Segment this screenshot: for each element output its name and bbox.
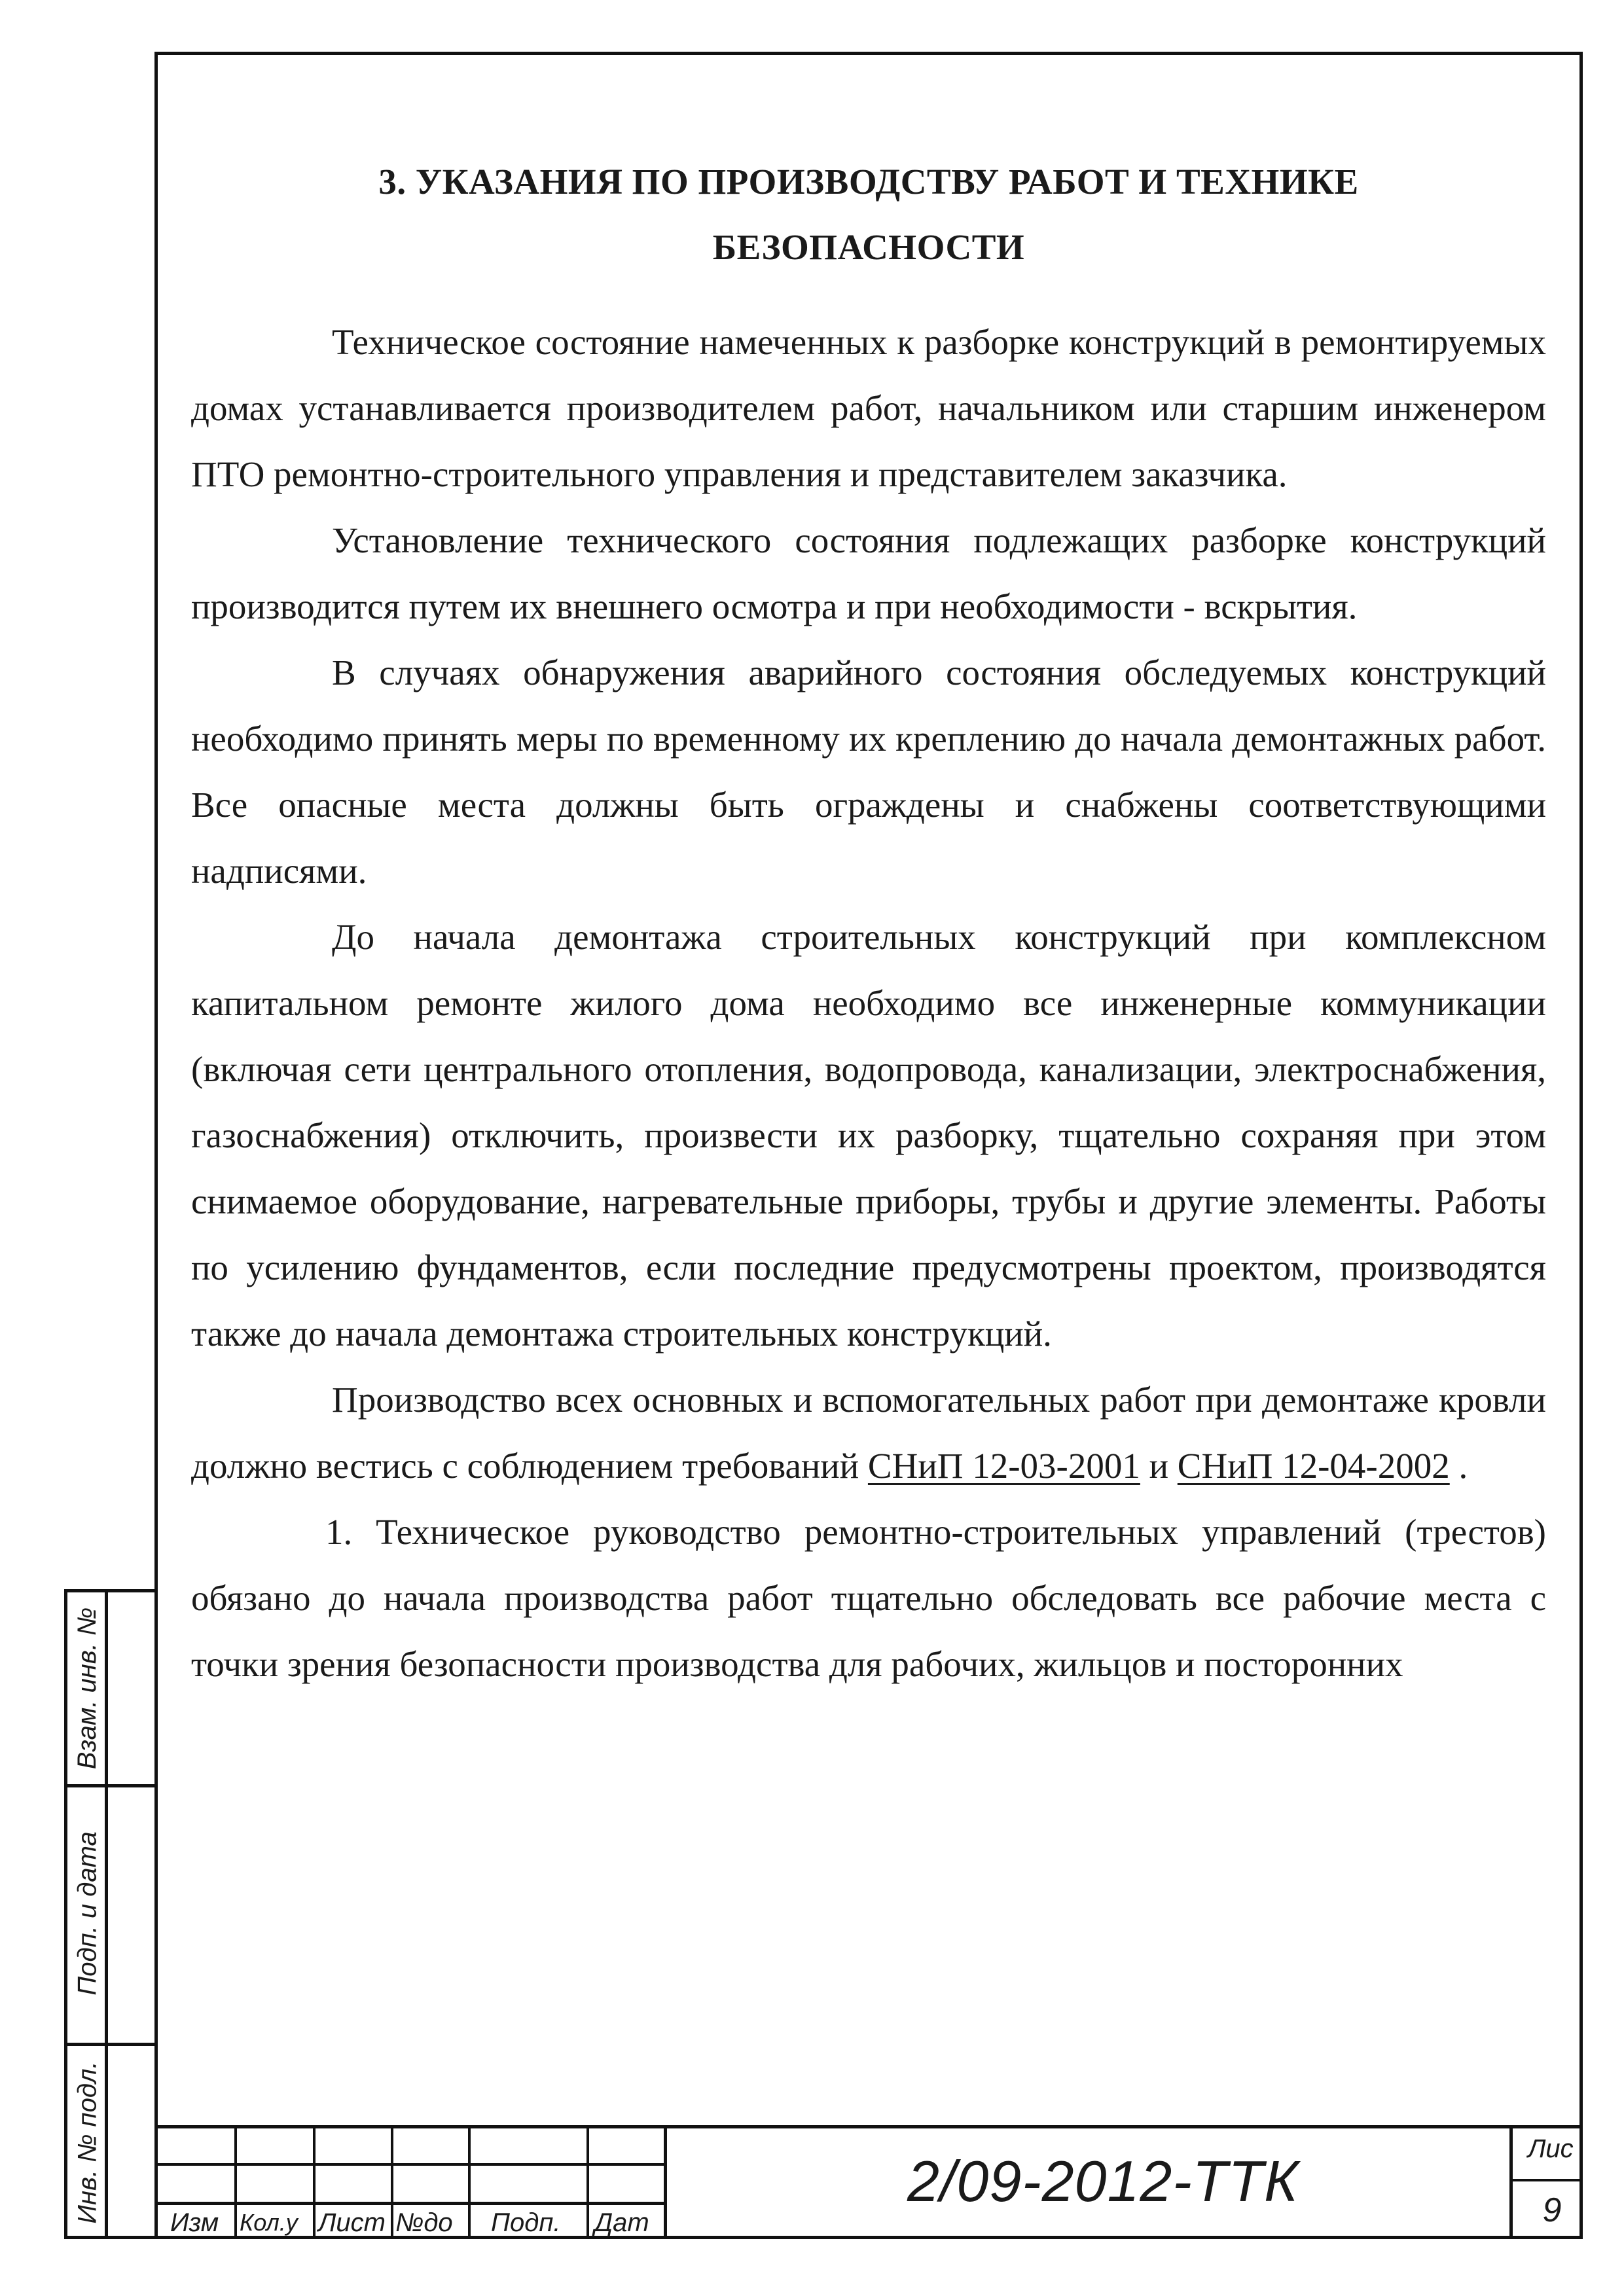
- label-podp: Подп.: [491, 2208, 561, 2237]
- revision-col-line: [313, 2125, 316, 2239]
- snip-12-04-2002-link[interactable]: СНиП 12-04-2002: [1177, 1446, 1450, 1486]
- binding-strip: [64, 1589, 154, 2239]
- snip-12-03-2001-link[interactable]: СНиП 12-03-2001: [867, 1446, 1140, 1486]
- paragraph-2: Установление технического состояния подлежащих разборке конструкций производится путем их внешнего осмотра и при необходимости - вскрытия.: [191, 520, 1546, 626]
- strip-label-signature-date: Подп. и дата: [73, 1831, 102, 1996]
- title-block: [154, 2125, 1583, 2239]
- revision-col-line: [586, 2125, 589, 2239]
- code-left-line: [664, 2125, 667, 2239]
- sheet-number: 9: [1542, 2191, 1562, 2229]
- section-heading: [154, 149, 1583, 280]
- label-kol: Кол.у: [240, 2209, 298, 2236]
- strip-cell-signature-date: [67, 1784, 108, 2043]
- paragraph-5: [191, 1367, 1546, 1499]
- title-block-top-border: [154, 2125, 1583, 2128]
- paragraph-6: 1. Техническое руководство ремонтно-строительных управлений (трестов) обязано до начала производства работ тщательно обследовать все рабочие места с точки зрения безопасности производства для рабочих, жильцов и посторонних: [191, 1512, 1546, 1684]
- paragraph-5-text-before: Производство всех основных и вспомогательных работ при демонтаже кровли должно вестись с соблюдением требований: [191, 1380, 1546, 1486]
- sheet-label: Лис: [1528, 2134, 1574, 2163]
- revision-col-line: [468, 2125, 471, 2239]
- sheet-divider-line: [1509, 2179, 1583, 2181]
- strip-cell-replacement-inv: [67, 1592, 108, 1784]
- strip-label-original-inv: Инв. № подл.: [73, 2061, 102, 2224]
- label-ndoc: №до: [395, 2208, 453, 2237]
- label-izm: Изм: [170, 2208, 219, 2237]
- paragraph-3: В случаях обнаружения аварийного состояния обследуемых конструкций необходимо принять меры по временному их креплению до начала демонтажных работ. Все опасные места должны быть ограждены и снабжены соответствующими надписями.: [191, 653, 1546, 891]
- paragraph-5-text-middle: и: [1140, 1446, 1178, 1486]
- paragraph-5-text-after: .: [1449, 1446, 1468, 1486]
- document-body: [191, 309, 1546, 1697]
- heading-line-2: БЕЗОПАСНОСТИ: [712, 227, 1025, 267]
- paragraph-4: До начала демонтажа строительных конструкций при комплексном капитальном ремонте жилого дома необходимо все инженерные коммуникации (включая сети центрального отопления, водопровода, канализации, электроснабжения, газоснабжения) отключить, произвести их разборку, тщательно сохраняя при этом снимаемое оборудование, нагревательные приборы, трубы и другие элементы. Работы по усилению фундаментов, если последние предусмотрены проектом, производятся также до начала демонтажа строительных конструкций.: [191, 917, 1546, 1354]
- label-date: Дат: [594, 2208, 649, 2237]
- revision-col-line: [391, 2125, 393, 2239]
- document-code: 2/09-2012-ТТК: [907, 2149, 1299, 2214]
- paragraph-1: Техническое состояние намеченных к разборке конструкций в ремонтируемых домах устанавливается производителем работ, начальником или старшим инженером ПТО ремонтно-строительного управления и представителем заказчика.: [191, 322, 1546, 494]
- strip-label-replacement-inv: Взам. инв. №: [73, 1607, 102, 1770]
- revision-col-line: [234, 2125, 237, 2239]
- heading-line-1: 3. УКАЗАНИЯ ПО ПРОИЗВОДСТВУ РАБОТ И ТЕХНИКЕ: [378, 162, 1359, 202]
- label-list: Лист: [318, 2208, 386, 2237]
- strip-cell-original-inv: [67, 2043, 108, 2242]
- sheet-left-line: [1509, 2125, 1513, 2239]
